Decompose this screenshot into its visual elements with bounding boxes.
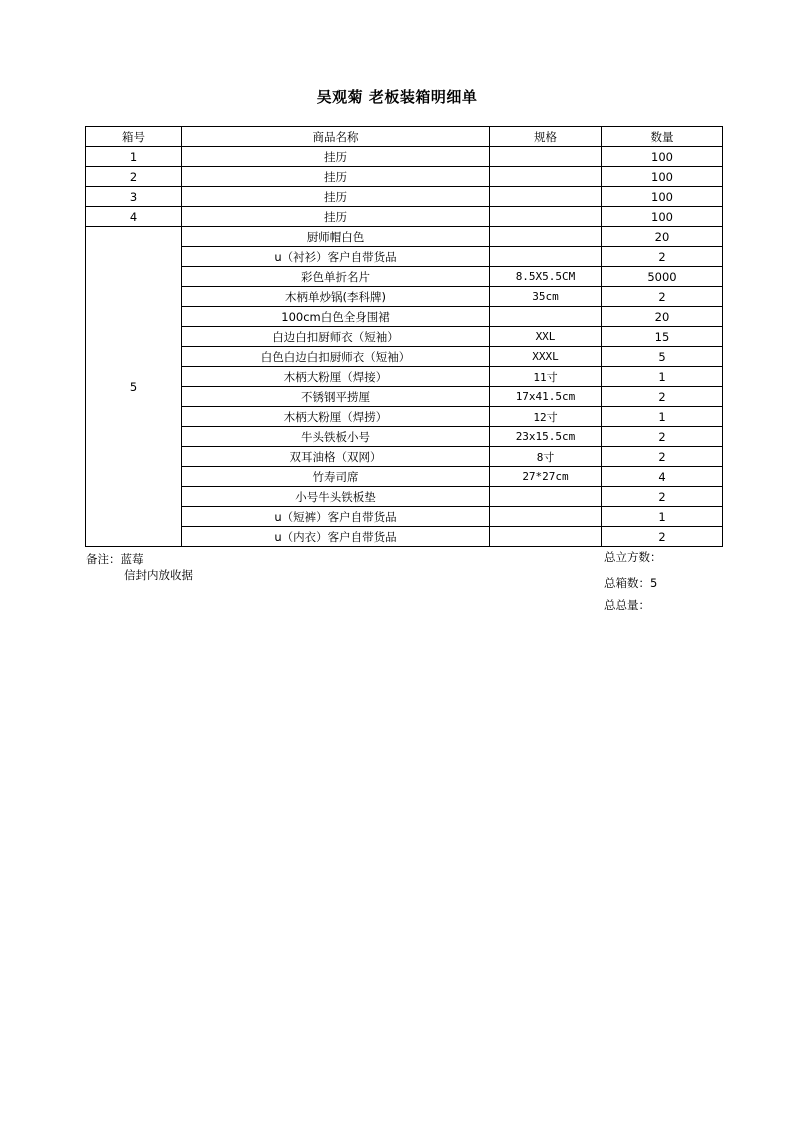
table-header-row [86,127,723,147]
quantity-cell: 100 [602,167,723,187]
spec-cell [490,527,602,547]
table-row [86,467,723,487]
quantity-cell: 2 [602,287,723,307]
total-volume-label: 总立方数： [604,550,662,564]
product-name-cell: 厨师帽白色 [182,227,490,247]
table-row [86,527,723,547]
quantity-cell: 20 [602,227,723,247]
quantity-cell: 2 [602,487,723,507]
total-boxes-label: 总箱数：5 [604,576,658,590]
quantity-cell: 2 [602,527,723,547]
product-name-cell: 挂历 [182,207,490,227]
table-row [86,387,723,407]
product-name-cell: 不锈钢平捞厘 [182,387,490,407]
table-row [86,487,723,507]
quantity-cell: 1 [602,367,723,387]
header-box-number: 箱号 [86,127,182,147]
spec-cell [490,247,602,267]
spec-cell: 17x41.5cm [490,387,602,407]
remark-line-2: 信封内放收据 [124,568,193,582]
spec-cell [490,167,602,187]
table-row [86,447,723,467]
table-row [86,307,723,327]
product-name-cell: 白边白扣厨师衣（短袖） [182,327,490,347]
quantity-cell: 100 [602,147,723,167]
spec-cell [490,207,602,227]
page-title: 吴观菊 老板装箱明细单 [316,88,478,106]
quantity-cell: 2 [602,447,723,467]
product-name-cell: 竹寿司席 [182,467,490,487]
quantity-cell: 100 [602,207,723,227]
quantity-cell: 5000 [602,267,723,287]
quantity-cell: 2 [602,247,723,267]
quantity-cell: 100 [602,187,723,207]
spec-cell: 8寸 [490,447,602,467]
product-name-cell: 白色白边白扣厨师衣（短袖） [182,347,490,367]
spec-cell [490,227,602,247]
product-name-cell: 小号牛头铁板垫 [182,487,490,507]
quantity-cell: 1 [602,407,723,427]
table-row [86,147,723,167]
spec-cell [490,187,602,207]
table-row [86,187,723,207]
quantity-cell: 1 [602,507,723,527]
product-name-cell: 牛头铁板小号 [182,427,490,447]
total-weight-label: 总总量： [604,598,650,612]
spec-cell [490,307,602,327]
box-number-cell: 1 [86,147,182,167]
spec-cell [490,487,602,507]
table-row [86,207,723,227]
product-name-cell: 挂历 [182,147,490,167]
product-name-cell: 木柄单炒锅(李科牌) [182,287,490,307]
spec-cell: 8.5X5.5CM [490,267,602,287]
product-name-cell: 100cm白色全身围裙 [182,307,490,327]
spec-cell: 12寸 [490,407,602,427]
header-product-name: 商品名称 [182,127,490,147]
quantity-cell: 4 [602,467,723,487]
spec-cell [490,147,602,167]
table-row [86,267,723,287]
product-name-cell: 挂历 [182,187,490,207]
box-number-cell: 3 [86,187,182,207]
product-name-cell: u（内衣）客户自带货品 [182,527,490,547]
box-number-cell: 4 [86,207,182,227]
spec-cell: 27*27cm [490,467,602,487]
product-name-cell: u（短裤）客户自带货品 [182,507,490,527]
table-row [86,227,723,247]
table-row [86,327,723,347]
quantity-cell: 2 [602,387,723,407]
quantity-cell: 15 [602,327,723,347]
header-spec: 规格 [490,127,602,147]
spec-cell: 11寸 [490,367,602,387]
box-number-cell-merged: 5 [86,227,182,547]
header-quantity: 数量 [602,127,723,147]
table-row [86,367,723,387]
spec-cell: 23x15.5cm [490,427,602,447]
product-name-cell: 木柄大粉厘（焊接） [182,367,490,387]
table-row [86,167,723,187]
product-name-cell: 彩色单折名片 [182,267,490,287]
product-name-cell: 挂历 [182,167,490,187]
spec-cell: 35cm [490,287,602,307]
spec-cell: XXXL [490,347,602,367]
quantity-cell: 5 [602,347,723,367]
table-row [86,247,723,267]
table-row [86,507,723,527]
packing-list-table [85,126,723,547]
table-row [86,407,723,427]
product-name-cell: 双耳油格（双网） [182,447,490,467]
spec-cell [490,507,602,527]
product-name-cell: u（衬衫）客户自带货品 [182,247,490,267]
quantity-cell: 20 [602,307,723,327]
product-name-cell: 木柄大粉厘（焊捞） [182,407,490,427]
table-row [86,427,723,447]
quantity-cell: 2 [602,427,723,447]
remark-label: 备注：蓝莓 [86,552,144,566]
table-row [86,347,723,367]
spec-cell: XXL [490,327,602,347]
table-row [86,287,723,307]
box-number-cell: 2 [86,167,182,187]
